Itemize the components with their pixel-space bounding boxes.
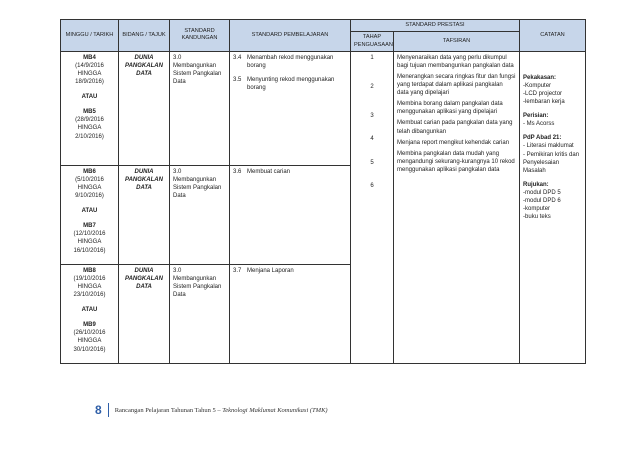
- week-label: MB8: [83, 267, 96, 274]
- date-text: 16/10/2016): [73, 247, 106, 254]
- week-cell: [61, 264, 119, 363]
- lesson-plan-table: [60, 19, 586, 364]
- level-2: 2: [370, 83, 374, 90]
- tafsiran-item: Membina pangkalan data mudah yang mengandungi sekurang-kurangnya 10 rekod menggunakan aplikasi pangkalan data: [397, 150, 515, 173]
- level-3: 3: [370, 112, 374, 119]
- date-text: (5/10/2016: [75, 176, 104, 183]
- bidang-cell: DUNIA PANGKALAN DATA: [119, 165, 170, 264]
- standard-pembelajaran-cell: [230, 165, 351, 264]
- standard-pembelajaran-cell: [230, 51, 351, 165]
- header-minggu: MINGGU / TARIKH: [61, 20, 119, 52]
- tahap-cell: [351, 51, 394, 363]
- level-1: 1: [370, 54, 374, 61]
- catatan-item: -LCD projector: [523, 90, 563, 97]
- tafsiran-item: Menyenaraikan data yang perlu dikumpul bagi tujuan membangunkan pangkalan data: [397, 54, 514, 69]
- standard-pembelajaran-cell: [230, 264, 351, 363]
- tafsiran-cell: [394, 51, 520, 363]
- page-footer: [95, 403, 328, 417]
- catatan-item: -modul DPD 6: [523, 198, 561, 205]
- standard-kandungan-cell: 3.0 Membangunkan Sistem Pangkalan Data: [170, 264, 230, 363]
- catatan-heading: PdP Abad 21:: [523, 135, 562, 142]
- week-cell: [61, 51, 119, 165]
- header-tafsiran: TAFSIRAN: [394, 32, 520, 52]
- catatan-item: Penyelesaian: [523, 159, 560, 166]
- catatan-item: -Komputer: [523, 82, 552, 89]
- footer-title: Rancangan Pelajaran Tahunan Tahun 5 –: [114, 406, 221, 414]
- catatan-item: -lembaran kerja: [523, 99, 565, 106]
- footer-subject: Teknologi Maklumat Komunikasi (TMK): [222, 406, 328, 414]
- catatan-item: -modul DPD 5: [523, 189, 561, 196]
- header-bidang: BIDANG / TAJUK: [119, 20, 170, 52]
- week-label: MB6: [83, 168, 96, 175]
- catatan-cell: [520, 51, 586, 363]
- tafsiran-item: Membina borang dalam pangkalan data menggunakan aplikasi yang dipelajari: [397, 101, 503, 116]
- week-label: MB4: [83, 54, 96, 61]
- catatan-item: Masalah: [523, 167, 546, 174]
- tafsiran-item: Membuat carian pada pangkalan data yang telah dibangunkan: [397, 120, 513, 135]
- sp-text: Menjana Laporan: [247, 267, 294, 274]
- sp-number: 3.4: [233, 54, 242, 61]
- date-text: HINGGA: [77, 239, 102, 246]
- date-text: HINGGA: [77, 338, 102, 345]
- date-text: HINGGA: [77, 184, 102, 191]
- tafsiran-item: Menerangkan secara ringkas fitur dan fungsi yang terdapat dalam aplikasi pangkalan data yang dipelajari: [397, 73, 516, 97]
- footer-text: [109, 407, 328, 414]
- standard-kandungan-cell: 3.0 Membangunkan Sistem Pangkalan Data: [170, 165, 230, 264]
- tafsiran-item: Menjana report mengikut kehendak carian: [397, 139, 510, 146]
- page-number: 8: [95, 403, 109, 417]
- date-text: (28/9/2016: [75, 117, 104, 124]
- week-cell: [61, 165, 119, 264]
- catatan-heading: Perisian:: [523, 113, 549, 120]
- level-5: 5: [370, 159, 374, 166]
- date-text: 2/10/2016): [75, 133, 104, 140]
- catatan-heading: Rujukan:: [523, 181, 549, 188]
- catatan-item: - Literasi maklumat: [523, 143, 574, 150]
- date-text: 18/9/2016): [75, 79, 104, 86]
- header-tahap: TAHAP PENGUASAAN: [351, 32, 394, 52]
- date-text: HINGGA: [77, 283, 102, 290]
- table-row: [61, 51, 586, 165]
- date-text: 9/10/2016): [75, 193, 104, 200]
- date-text: (19/10/2016: [73, 275, 106, 282]
- date-text: (26/10/2016: [73, 330, 106, 337]
- date-text: HINGGA: [77, 125, 102, 132]
- bidang-cell: DUNIA PANGKALAN DATA: [119, 51, 170, 165]
- sp-text: Membuat carian: [247, 168, 291, 175]
- header-standard-prestasi: STANDARD PRESTASI: [351, 20, 520, 32]
- header-standard-pembelajaran: STANDARD PEMBELAJARAN: [230, 20, 351, 52]
- bidang-cell: DUNIA PANGKALAN DATA: [119, 264, 170, 363]
- date-text: 30/10/2016): [73, 346, 106, 353]
- catatan-heading: Pekakasan:: [523, 74, 557, 81]
- sp-text: Menyunting rekod menggunakan borang: [247, 76, 335, 92]
- date-text: 23/10/2016): [73, 292, 106, 299]
- week-label: MB7: [83, 223, 96, 230]
- week-label: MB9: [83, 322, 96, 329]
- level-4: 4: [370, 135, 374, 142]
- date-text: (12/10/2016: [73, 231, 106, 238]
- catatan-item: -komputer: [523, 206, 551, 213]
- sp-number: 3.6: [233, 168, 242, 175]
- or-label: ATAU: [81, 208, 98, 215]
- catatan-item: -buku teks: [523, 214, 551, 221]
- standard-kandungan-cell: 3.0 Membangunkan Sistem Pangkalan Data: [170, 51, 230, 165]
- or-label: ATAU: [81, 94, 98, 101]
- sp-number: 3.7: [233, 267, 242, 274]
- week-label: MB5: [83, 109, 96, 116]
- sp-number: 3.5: [233, 76, 242, 83]
- catatan-item: - Pemikiran kritis dan: [523, 151, 580, 158]
- level-6: 6: [370, 182, 374, 189]
- catatan-item: - Ms Acorss: [523, 121, 555, 128]
- sp-text: Menambah rekod menggunakan borang: [247, 54, 334, 69]
- date-text: HINGGA: [77, 70, 102, 77]
- header-catatan: CATATAN: [520, 20, 586, 52]
- or-label: ATAU: [81, 307, 98, 314]
- header-standard-kandungan: STANDARD KANDUNGAN: [170, 20, 230, 52]
- date-text: (14/9/2016: [75, 62, 104, 69]
